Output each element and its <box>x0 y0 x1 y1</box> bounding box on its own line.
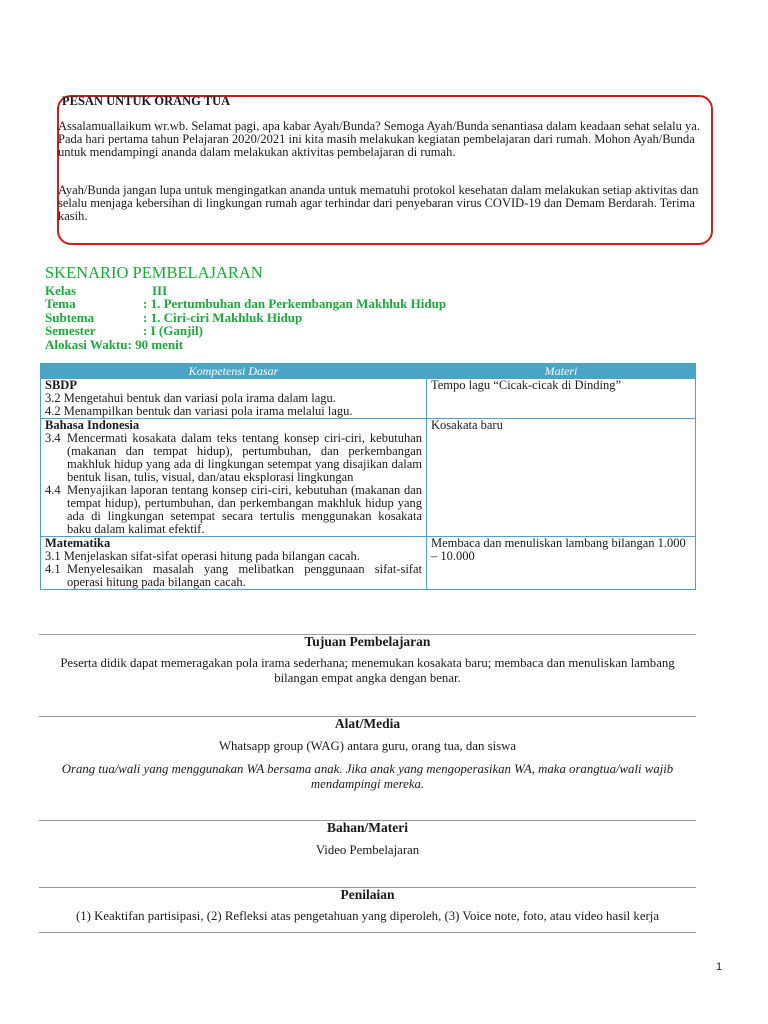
subject-bindo: Bahasa Indonesia <box>45 418 140 432</box>
kd-item <box>45 432 422 484</box>
meta-subtema-value: : 1. Ciri-ciri Makhluk Hidup <box>143 310 303 325</box>
kd-cell-sbdp <box>41 379 427 419</box>
kd-number: 3.4 <box>45 431 61 445</box>
meta-semester-value: : I (Ganjil) <box>143 323 203 338</box>
subject-sbdp: SBDP <box>45 378 77 392</box>
table-header-row <box>41 364 696 379</box>
meta-kelas-label: Kelas <box>45 283 77 298</box>
page-number: 1 <box>716 961 723 973</box>
kd-number: 4.1 <box>45 562 61 576</box>
penilaian-title: Penilaian <box>340 887 395 902</box>
alat-note: Orang tua/wali yang menggunakan WA bersama anak. Jika anak yang mengoperasikan WA, maka orangtua/wali wajib mendampingi mereka. <box>61 762 674 791</box>
kd-text: Menyelesaikan masalah yang melibatkan penggunaan sifat-sifat operasi hitung pada bilangan cacah. <box>67 562 422 589</box>
meta-tema-value: : 1. Pertumbuhan dan Perkembangan Makhluk Hidup <box>143 296 447 311</box>
parent-message-paragraph-2: Ayah/Bunda jangan lupa untuk mengingatkan ananda untuk mematuhi protokol kesehatan dalam melakukan setiap aktivitas dan selalu menjaga kebersihan di lingkungan rumah agar terhindar dari penyebaran virus COVID-19 dan Demam Berdarah. Terima kasih. <box>58 183 699 223</box>
kd-cell-bindo <box>41 419 427 537</box>
divider <box>39 932 696 933</box>
kd-line: 3.2 Mengetahui bentuk dan variasi pola irama dalam lagu. <box>45 391 336 405</box>
alat-text: Whatsapp group (WAG) antara guru, orang tua, dan siswa <box>218 739 517 753</box>
materi-cell-bindo: Kosakata baru <box>427 419 696 537</box>
kd-line: 3.1 Menjelaskan sifat-sifat operasi hitung pada bilangan cacah. <box>45 549 360 563</box>
meta-semester-label: Semester <box>45 323 96 338</box>
kd-item <box>45 484 422 536</box>
table-row <box>41 379 696 419</box>
parent-message-paragraph-1: Assalamuallaikum wr.wb. Selamat pagi, apa kabar Ayah/Bunda? Semoga Ayah/Bunda senantiasa dalam keadaan sehat selalu ya. Pada hari pertama tahun Pelajaran 2020/2021 ini kita masih melakukan kegiatan pembelajaran dari rumah. Mohon Ayah/Bunda untuk mendampingi ananda dalam melakukan aktivitas pembelajaran di rumah. <box>58 119 700 159</box>
bahan-title: Bahan/Materi <box>327 820 408 835</box>
tujuan-text: Peserta didik dapat memeragakan pola irama sederhana; menemukan kosakata baru; membaca dan menuliskan lambang bilangan empat angka dengan benar. <box>60 656 675 685</box>
table-row <box>41 419 696 537</box>
meta-tema-label: Tema <box>45 296 76 311</box>
meta-subtema-label: Subtema <box>45 310 95 325</box>
meta-alokasi-text: Alokasi Waktu: 90 menit <box>45 337 184 352</box>
kd-number: 4.4 <box>45 483 61 497</box>
bahan-text: Video Pembelajaran <box>315 843 420 857</box>
kd-item <box>45 563 422 589</box>
kompetensi-table <box>40 363 696 590</box>
penilaian-text: (1) Keaktifan partisipasi, (2) Refleksi atas pengetahuan yang diperoleh, (3) Voice note, foto, atau video hasil kerja <box>75 909 659 923</box>
kd-text: Menyajikan laporan tentang konsep ciri-ciri, kebutuhan (makanan dan tempat hidup), pertumbuhan, dan perkembangan makhluk hidup yang ada di lingkungan setempat secara tertulis menggunakan kosakata baku dalam kalimat efektif. <box>67 483 422 536</box>
kd-line: 4.2 Menampilkan bentuk dan variasi pola irama melalui lagu. <box>45 404 353 418</box>
header-kompetensi-dasar: Kompetensi Dasar <box>41 364 427 379</box>
materi-cell-mtk: Membaca dan menuliskan lambang bilangan 1.000 – 10.000 <box>427 537 696 590</box>
kd-cell-mtk <box>41 537 427 590</box>
table-row <box>41 537 696 590</box>
parent-message-title: PESAN UNTUK ORANG TUA <box>62 94 231 108</box>
skenario-title: SKENARIO PEMBELAJARAN <box>45 263 263 282</box>
subject-mtk: Matematika <box>45 536 111 550</box>
meta-kelas-value: III <box>152 283 168 298</box>
alat-title: Alat/Media <box>334 716 401 731</box>
materi-cell-sbdp: Tempo lagu “Cicak-cicak di Dinding” <box>427 379 696 419</box>
header-materi: Materi <box>427 364 696 379</box>
kd-text: Mencermati kosakata dalam teks tentang konsep ciri-ciri, kebutuhan (makanan dan tempat hidup), pertumbuhan, dan perkembangan makhluk hidup yang ada di lingkungan setempat yang disajikan dalam bentuk lisan, tulis, visual, dan/atau eksplorasi lingkungan <box>67 431 422 484</box>
tujuan-title: Tujuan Pembelajaran <box>304 634 431 649</box>
